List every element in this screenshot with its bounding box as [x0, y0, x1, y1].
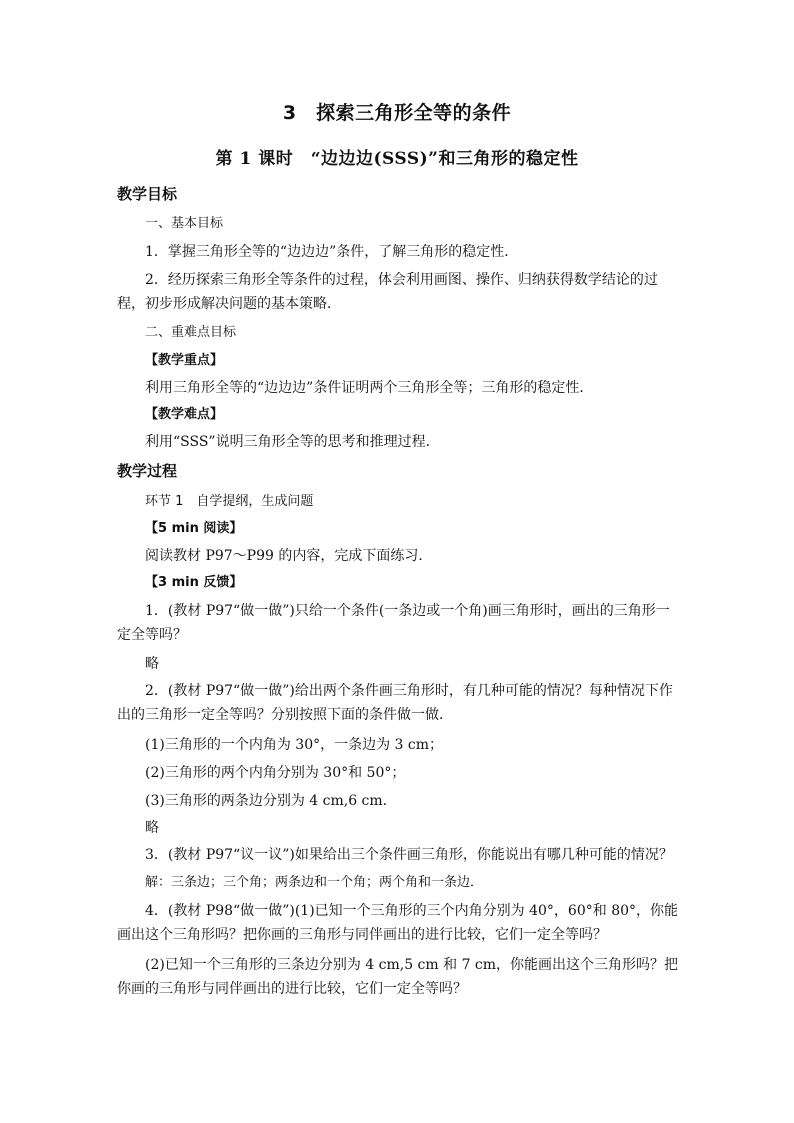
page-title: 3 探索三角形全等的条件 [282, 102, 512, 124]
answer-1: 略 [145, 656, 159, 672]
basic-goal-1: 1．掌握三角形全等的“边边边”条件，了解三角形的稳定性． [145, 244, 519, 260]
teaching-goals-heading: 教学目标 [117, 185, 178, 203]
question-2-item-2: (2)三角形的两个内角分别为 30°和 50°； [145, 765, 406, 781]
basic-goal-2: 2．经历探索三角形全等条件的过程，体会利用画图、操作、归纳获得数学结论的过程，初步形成解决问题的基本策略． [117, 272, 658, 312]
feedback-label: 【3 min 反馈】 [145, 575, 243, 590]
key-goals-heading: 二、重难点目标 [145, 325, 237, 340]
question-2: 2．(教材 P97“做一做”)给出两个条件画三角形时，有几种可能的情况？每种情况下作出的三角形一定全等吗？分别按照下面的条件做一做． [117, 683, 673, 723]
question-2-item-1: (1)三角形的一个内角为 30°，一条边为 3 cm； [145, 737, 444, 753]
focus-text: 利用三角形全等的“边边边”条件证明两个三角形全等；三角形的稳定性． [145, 380, 594, 396]
focus-label: 【教学重点】 [145, 353, 224, 368]
read-text: 阅读教材 P97～P99 的内容，完成下面练习． [145, 548, 433, 564]
lesson-subtitle: 第 1 课时 “边边边(SSS)”和三角形的稳定性 [215, 149, 579, 169]
difficulty-label: 【教学难点】 [145, 407, 224, 422]
question-4-part-1: 4．(教材 P98“做一做”)(1)已知一个三角形的三个内角分别为 40°，60°和 80°，你能画出这个三角形吗？把你画的三角形与同伴画出的进行比较，它们一定全等吗？ [117, 903, 679, 943]
answer-2: 略 [145, 820, 159, 836]
basic-goals-heading: 一、基本目标 [145, 216, 224, 231]
question-2-item-3: (3)三角形的两条边分别为 4 cm,6 cm. [145, 793, 388, 809]
read-label: 【5 min 阅读】 [145, 521, 243, 536]
step-1-heading: 环节 1 自学提纲，生成问题 [145, 494, 314, 509]
teaching-process-heading: 教学过程 [117, 462, 178, 480]
question-3: 3．(教材 P97“议一议”)如果给出三个条件画三角形，你能说出有哪几种可能的情况？ [145, 847, 673, 863]
difficulty-text: 利用“SSS”说明三角形全等的思考和推理过程． [145, 434, 440, 450]
answer-3: 解：三条边；三个角；两条边和一个角；两个角和一条边． [145, 875, 484, 890]
question-4-part-2: (2)已知一个三角形的三条边分别为 4 cm,5 cm 和 7 cm，你能画出这个三角形吗？把你画的三角形与同伴画出的进行比较，它们一定全等吗？ [117, 957, 679, 997]
question-1: 1．(教材 P97“做一做”)只给一个条件(一条边或一个角)画三角形时，画出的三角形一定全等吗？ [117, 603, 670, 643]
